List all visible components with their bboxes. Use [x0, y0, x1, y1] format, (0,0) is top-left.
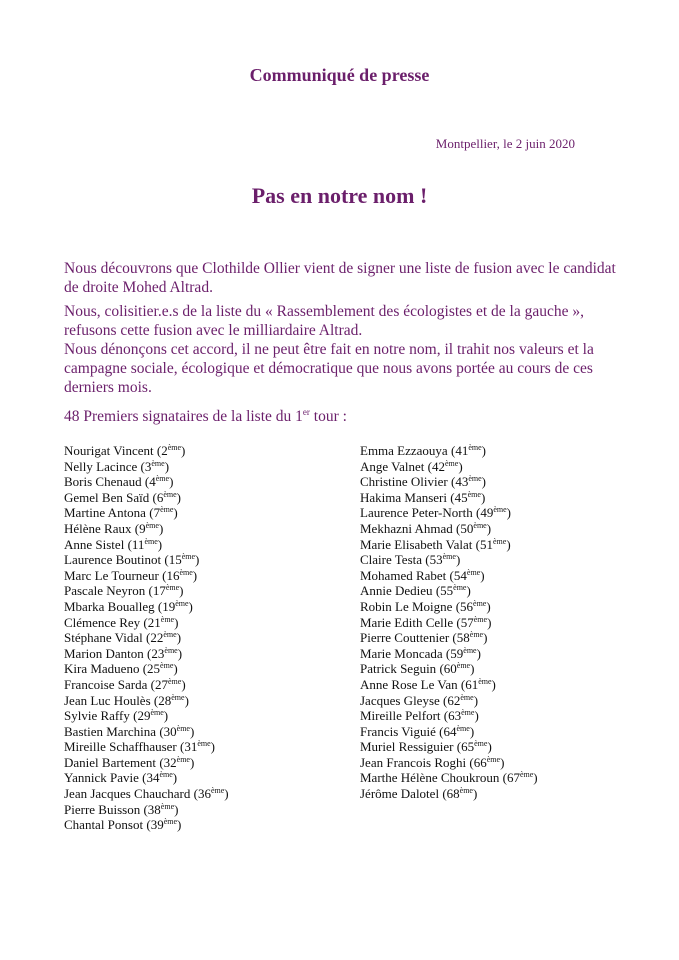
signatory-rank-suffix: ème [165, 583, 180, 593]
signatories-heading-tail: tour : [309, 408, 347, 425]
signatory-rank-suffix: ème [468, 443, 482, 452]
signatory-item: Sylvie Raffy (29ème) [64, 708, 169, 724]
signatory-rank-suffix: ème [459, 786, 473, 796]
signatory-name: Anne Sistel [64, 536, 125, 552]
signatory-rank-suffix: ème [176, 723, 190, 733]
signatory-rank: 63 [448, 708, 462, 724]
signatory-rank: 57 [460, 614, 474, 630]
signatory-item: Ange Valnet (42ème) [360, 458, 463, 474]
signatory-rank: 56 [460, 598, 474, 614]
signatory-rank: 4 [149, 474, 156, 490]
signatory-rank-suffix: ème [461, 708, 475, 718]
signatory-item: Nourigat Vincent (2ème) [64, 443, 186, 458]
signatory-item: Mohamed Rabet (54ème) [360, 567, 485, 583]
signatory-name: Chantal Ponsot [64, 817, 144, 833]
signatory-item: Marion Danton (23ème) [64, 645, 183, 661]
signatory-item: Laurence Peter-North (49ème) [360, 505, 511, 521]
signatory-item: Robin Le Moigne (56ème) [360, 598, 491, 614]
signatory-rank-suffix: ème [519, 770, 534, 780]
signatory-rank-suffix: ème [163, 630, 177, 640]
signatory-item: Anne Sistel (11ème) [64, 536, 163, 552]
signatory-rank: 21 [147, 614, 161, 630]
signatory-rank-suffix: ème [469, 630, 484, 640]
signatory-rank: 3 [144, 458, 152, 474]
signatory-rank-suffix: ème [160, 614, 175, 624]
signatory-rank: 51 [480, 536, 493, 552]
signatory-rank: 15 [168, 552, 182, 568]
signatory-name: Jean Luc Houlès [64, 692, 151, 708]
signatory-rank: 45 [454, 489, 468, 505]
signatory-name: Yannick Pavie [64, 770, 139, 786]
signatory-item: Francis Viguié (64ème) [360, 723, 475, 739]
signatory-item: Marie Elisabeth Valat (51ème) [360, 536, 511, 552]
signatory-item: Boris Chenaud (4ème) [64, 474, 174, 490]
signatory-rank: 29 [137, 708, 151, 724]
signatory-name: Mireille Pelfort [360, 708, 441, 724]
signatory-item: Annie Dedieu (55ème) [360, 583, 471, 599]
signatory-rank-suffix: ème [179, 567, 193, 577]
signatory-name: Marc Le Tourneur [64, 567, 159, 583]
signatory-name: Nourigat Vincent [64, 443, 154, 458]
signatory-rank-suffix: ème [159, 770, 173, 780]
signatory-item: Pierre Buisson (38ème) [64, 801, 179, 817]
signatory-rank-suffix: ème [463, 645, 477, 655]
signatory-name: Francoise Sarda [64, 676, 148, 692]
signatory-item: Patrick Seguin (60ème) [360, 661, 475, 677]
signatory-rank: 67 [506, 770, 520, 786]
signatories-heading-sup: er [302, 407, 310, 417]
signatories-list-left [64, 443, 229, 833]
signatory-rank: 23 [151, 645, 165, 661]
paragraph-refusal: Nous, colisitier.e.s de la liste du « Rassemblement des écologistes et de la gauche », refusons cette fusion avec le milliardaire Altrad. [64, 303, 584, 339]
signatory-item: Gemel Ben Saïd (6ème) [64, 489, 181, 505]
signatory-item: Emma Ezzaouya (41ème) [360, 443, 486, 458]
signatory-item: Anne Rose Le Van (61ème) [360, 676, 496, 692]
signatory-item: Marc Le Tourneur (16ème) [64, 567, 198, 583]
signatory-item: Marie Edith Celle (57ème) [360, 614, 492, 630]
signatory-rank: 55 [440, 583, 454, 599]
signatory-name: Claire Testa [360, 552, 423, 568]
signatory-item: Jérôme Dalotel (68ème) [360, 786, 478, 802]
signatory-rank-suffix: ème [167, 443, 182, 452]
signatory-name: Stéphane Vidal [64, 630, 143, 646]
headline: Pas en notre nom ! [251, 183, 428, 208]
signatory-rank: 36 [197, 786, 211, 802]
signatory-name: Hakima Manseri [360, 489, 448, 505]
signatory-rank-suffix: ème [160, 801, 175, 811]
signatory-rank-suffix: ème [453, 583, 467, 593]
signatory-item: Christine Olivier (43ème) [360, 474, 487, 490]
signatory-name: Jérôme Dalotel [360, 786, 440, 802]
signatory-name: Marie Moncada [360, 645, 443, 661]
signatories-heading-text: 48 Premiers signataires de la liste du 1 [64, 408, 303, 425]
signatory-rank-suffix: ème [155, 474, 170, 484]
signatory-item: Francoise Sarda (27ème) [64, 676, 186, 692]
signatory-rank: 58 [456, 630, 470, 646]
signatory-rank-suffix: ème [175, 598, 189, 608]
signatory-name: Sylvie Raffy [64, 708, 130, 724]
signatory-rank-suffix: ème [167, 676, 182, 686]
signatory-rank-suffix: ème [473, 614, 488, 624]
signatory-rank: 27 [154, 676, 168, 692]
signatories-list-right [360, 443, 538, 802]
signatory-item: Martine Antona (7ème) [64, 505, 178, 521]
signatory-name: Kira Madueno [64, 661, 140, 677]
signatory-rank-suffix: ème [468, 474, 482, 484]
signatory-rank: 53 [429, 552, 443, 568]
signatory-rank: 41 [455, 443, 469, 458]
signatory-rank-suffix: ème [493, 505, 507, 515]
signatory-rank-suffix: ème [163, 489, 177, 499]
signatory-rank: 68 [446, 786, 460, 802]
paragraph-denunciation: Nous dénonçons cet accord, il ne peut être fait en notre nom, il trahit nos valeurs et la campagne sociale, écologique et démocratique que nous avons portée au cours de ces derniers mois. [64, 341, 594, 396]
dateline: Montpellier, le 2 juin 2020 [435, 136, 575, 151]
signatory-name: Muriel Ressiguier [360, 739, 454, 755]
signatory-rank: 32 [163, 754, 177, 770]
signatory-item: Nelly Lacince (3ème) [64, 458, 170, 474]
signatory-rank-suffix: ème [164, 645, 178, 655]
signatory-rank-suffix: ème [467, 489, 481, 499]
signatory-rank-suffix: ème [145, 520, 159, 530]
signatory-rank: 60 [443, 661, 457, 677]
signatory-item: Mbarka Boualleg (19ème) [64, 598, 193, 614]
signatory-rank: 54 [453, 567, 467, 583]
signatory-item: Yannick Pavie (34ème) [64, 770, 178, 786]
signatory-item: Mireille Schaffhauser (31ème) [64, 739, 216, 755]
document-title: Communiqué de presse [249, 65, 430, 85]
signatory-rank: 30 [163, 723, 177, 739]
signatory-name: Laurence Boutinot [64, 552, 162, 568]
signatory-name: Martine Antona [64, 505, 146, 521]
signatory-rank: 64 [443, 723, 457, 739]
signatory-rank: 19 [162, 598, 176, 614]
signatory-item: Chantal Ponsot (39ème) [64, 817, 182, 833]
signatory-rank-suffix: ème [197, 739, 211, 749]
signatory-rank: 42 [431, 458, 445, 474]
signatory-name: Nelly Lacince [64, 458, 138, 474]
signatory-item: Claire Testa (53ème) [360, 552, 461, 568]
signatory-item: Jean Luc Houlès (28ème) [64, 692, 189, 708]
signatory-item: Stéphane Vidal (22ème) [64, 630, 182, 646]
signatory-rank-suffix: ème [171, 692, 185, 702]
signatory-name: Anne Rose Le Van [360, 676, 458, 692]
signatory-rank-suffix: ème [151, 458, 165, 468]
signatory-name: Laurence Peter-North [360, 505, 473, 521]
signatory-name: Marion Danton [64, 645, 144, 661]
signatory-rank: 9 [139, 520, 146, 536]
signatory-rank: 61 [465, 676, 479, 692]
signatory-name: Mbarka Boualleg [64, 598, 155, 614]
signatory-rank: 16 [166, 567, 180, 583]
signatory-item: Marie Moncada (59ème) [360, 645, 481, 661]
signatory-rank-suffix: ème [181, 552, 196, 562]
signatory-name: Mohamed Rabet [360, 567, 447, 583]
signatory-item: Mireille Pelfort (63ème) [360, 708, 479, 724]
signatory-name: Pierre Couttenier [360, 630, 450, 646]
signatory-name: Pascale Neyron [64, 583, 146, 599]
signatory-name: Patrick Seguin [360, 661, 437, 677]
signatory-rank: 49 [480, 505, 494, 521]
signatory-rank-suffix: ème [466, 567, 481, 577]
signatory-rank-suffix: ème [160, 661, 174, 671]
signatory-rank: 2 [161, 443, 168, 458]
signatory-rank-suffix: ème [456, 723, 470, 733]
signatory-name: Marie Elisabeth Valat [360, 536, 473, 552]
signatory-rank: 59 [450, 645, 464, 661]
signatory-item: Jacques Gleyse (62ème) [360, 692, 479, 708]
signatory-name: Christine Olivier [360, 474, 448, 490]
signatory-name: Annie Dedieu [360, 583, 433, 599]
signatories-heading [64, 408, 347, 426]
signatory-name: Francis Viguié [360, 723, 436, 739]
signatory-rank: 39 [150, 817, 164, 833]
signatory-name: Mekhazni Ahmad [360, 520, 453, 536]
signatory-rank: 25 [147, 661, 161, 677]
signatory-rank: 65 [461, 739, 475, 755]
signatory-rank-suffix: ème [460, 692, 474, 702]
signatory-name: Pierre Buisson [64, 801, 141, 817]
signatory-rank: 28 [158, 692, 172, 708]
signatory-rank-suffix: ème [163, 817, 178, 827]
signatory-rank: 11 [131, 536, 145, 552]
signatory-item: Hakima Manseri (45ème) [360, 489, 486, 505]
signatory-name: Bastien Marchina [64, 723, 157, 739]
signatory-name: Marthe Hélène Choukroun [360, 770, 500, 786]
signatory-item: Muriel Ressiguier (65ème) [360, 739, 492, 755]
signatory-rank-suffix: ème [442, 552, 456, 562]
signatory-rank-suffix: ème [473, 520, 487, 530]
signatory-name: Jacques Gleyse [360, 692, 440, 708]
signatory-item: Daniel Bartement (32ème) [64, 754, 195, 770]
signatory-rank-suffix: ème [473, 598, 487, 608]
signatory-rank: 38 [147, 801, 161, 817]
signatory-name: Robin Le Moigne [360, 598, 453, 614]
signatory-name: Emma Ezzaouya [360, 443, 448, 458]
signatory-item: Mekhazni Ahmad (50ème) [360, 520, 492, 536]
signatory-item: Kira Madueno (25ème) [64, 661, 178, 677]
signatory-item: Marthe Hélène Choukroun (67ème) [360, 770, 538, 786]
signatory-item: Laurence Boutinot (15ème) [64, 552, 200, 568]
signatory-item: Bastien Marchina (30ème) [64, 723, 195, 739]
signatory-name: Ange Valnet [360, 458, 425, 474]
signatory-rank: 6 [156, 489, 164, 505]
signatory-item: Clémence Rey (21ème) [64, 614, 179, 630]
signatory-name: Daniel Bartement [64, 754, 157, 770]
signatory-rank-suffix: ème [444, 458, 459, 468]
signatory-rank-suffix: ème [144, 536, 158, 546]
signatory-rank-suffix: ème [150, 708, 164, 718]
signatory-rank: 22 [150, 630, 164, 646]
signatory-rank-suffix: ème [176, 754, 190, 764]
signatory-rank-suffix: ème [210, 786, 225, 796]
signatory-name: Jean Francois Roghi [360, 754, 467, 770]
signatory-rank: 34 [146, 770, 160, 786]
signatory-rank-suffix: ème [456, 661, 471, 671]
signatory-item: Jean Jacques Chauchard (36ème) [64, 786, 229, 802]
signatory-item: Jean Francois Roghi (66ème) [360, 754, 505, 770]
signatory-rank: 66 [473, 754, 487, 770]
signatory-rank: 62 [447, 692, 461, 708]
signatory-rank: 43 [455, 474, 469, 490]
signatory-name: Jean Jacques Chauchard [64, 786, 191, 802]
signatory-rank-suffix: ème [493, 536, 507, 546]
signatory-name: Marie Edith Celle [360, 614, 454, 630]
signatory-name: Boris Chenaud [64, 474, 142, 490]
signatory-rank-suffix: ème [160, 505, 174, 515]
signatory-rank: 7 [153, 505, 161, 521]
signatory-rank-suffix: ème [486, 754, 501, 764]
signatory-name: Hélène Raux [64, 520, 132, 536]
signatory-name: Mireille Schaffhauser [64, 739, 177, 755]
signatory-rank-suffix: ème [478, 676, 492, 686]
signatory-item: Pascale Neyron (17ème) [64, 583, 184, 599]
signatory-rank: 50 [460, 520, 474, 536]
signatory-item: Hélène Raux (9ème) [64, 520, 164, 536]
signatory-rank-suffix: ème [474, 739, 488, 749]
signatory-rank: 31 [184, 739, 198, 755]
signatory-rank: 17 [152, 583, 166, 599]
signatory-item: Pierre Couttenier (58ème) [360, 630, 488, 646]
paragraph-discovery: Nous découvrons que Clothilde Ollier vient de signer une liste de fusion avec le candidat de droite Mohed Altrad. [64, 260, 616, 296]
signatory-name: Gemel Ben Saïd [64, 489, 150, 505]
signatory-name: Clémence Rey [64, 614, 141, 630]
